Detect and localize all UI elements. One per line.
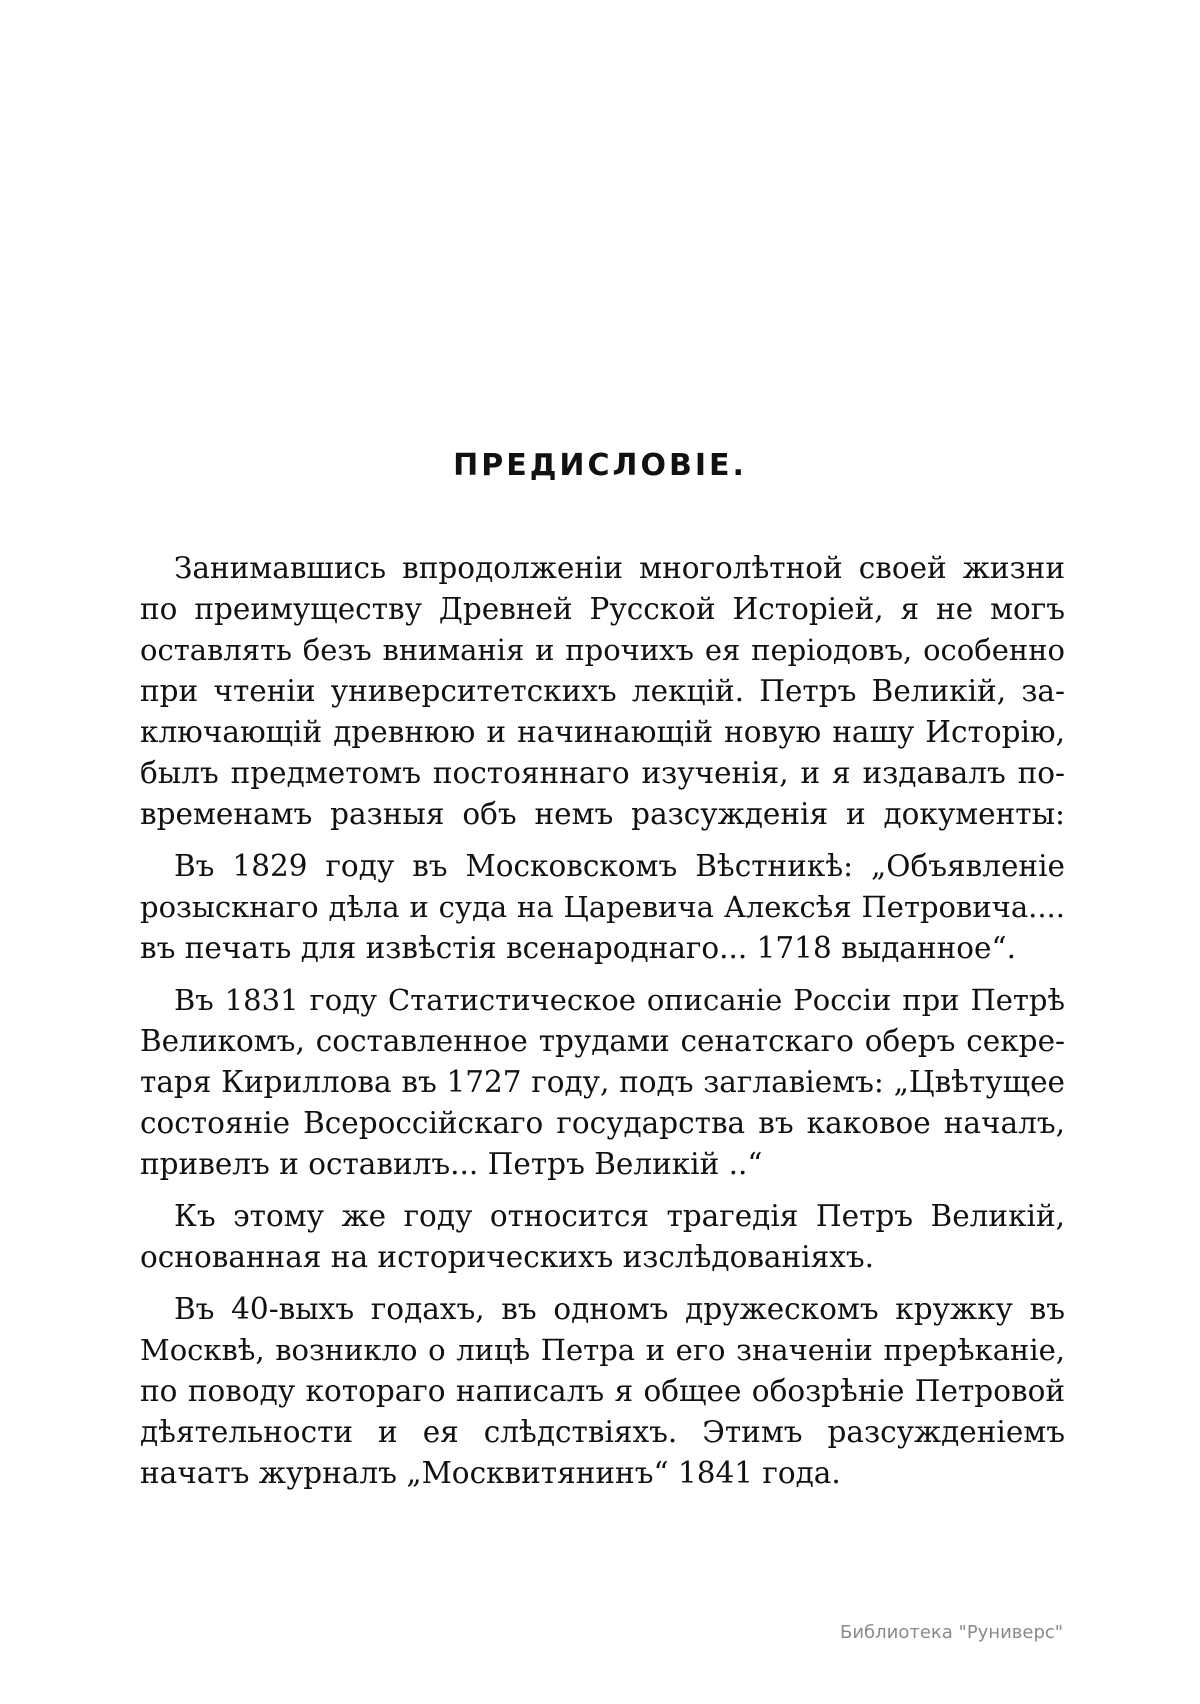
text-line: Въ 1829 году въ Московскомъ Вѣстникѣ: „Объявленіе: [174, 849, 1065, 883]
text-line: былъ предметомъ постояннаго изученія, и я издавалъ по-: [140, 756, 1065, 790]
text-line: оставлять безъ вниманія и прочихъ ея періодовъ, особенно: [140, 633, 1065, 667]
text-line: основанная на историческихъ изслѣдованіяхъ.: [140, 1240, 875, 1274]
text-line: состояніе Всероссійскаго государства въ каковое началъ,: [140, 1106, 1065, 1140]
text-line: привелъ и оставилъ... Петръ Великій ..“: [140, 1147, 763, 1181]
paragraph: [140, 548, 1065, 835]
paragraph: [140, 846, 1065, 969]
text-line: по поводу котораго написалъ я общее обозрѣніе Петровой: [140, 1374, 1065, 1408]
text-line: дѣятельности и ея слѣдствіяхъ. Этимъ разсужденіемъ: [140, 1415, 1065, 1449]
text-line: Въ 40-выхъ годахъ, въ одномъ дружескомъ кружку въ: [174, 1292, 1065, 1326]
text-line: розыскнаго дѣла и суда на Царевича Алексѣя Петровича....: [140, 890, 1065, 924]
text-line: Занимавшись впродолженіи многолѣтной своей жизни: [174, 551, 1065, 585]
paragraph-gap: [140, 1185, 1065, 1196]
paragraph-gap: [140, 969, 1065, 980]
text-line: временамъ разныя объ немъ разсужденія и документы:: [140, 797, 1065, 831]
text-line: въ печать для извѣстія всенароднаго... 1718 выданное“.: [140, 931, 1016, 965]
text-line: начатъ журналъ „Москвитянинъ“ 1841 года.: [140, 1456, 841, 1490]
page-title: ПРЕДИСЛОВІЕ.: [453, 448, 747, 483]
text-line: по преимуществу Древней Русской Исторіей, я не могъ: [140, 592, 1065, 626]
text-line: Къ этому же году относится трагедія Петръ Великій,: [174, 1199, 1065, 1233]
preface-body: [140, 548, 1065, 1494]
paragraph-gap: [140, 835, 1065, 846]
text-line: Въ 1831 году Статистическое описаніе Россіи при Петрѣ: [174, 983, 1065, 1017]
paragraph: [140, 1289, 1065, 1494]
text-line: при чтеніи университетскихъ лекцій. Петръ Великій, за-: [140, 674, 1065, 708]
text-line: Москвѣ, возникло о лицѣ Петра и его значеніи прерѣканіе,: [140, 1333, 1065, 1367]
text-line: ключающій древнюю и начинающій новую нашу Исторію,: [140, 715, 1065, 749]
library-watermark: Библиотека "Руниверс": [840, 1622, 1064, 1643]
text-line: таря Кириллова въ 1727 году, подъ заглавіемъ: „Цвѣтущее: [140, 1065, 1065, 1099]
text-line: Великомъ, составленное трудами сенатскаго оберъ секре-: [140, 1024, 1065, 1058]
paragraph-gap: [140, 1278, 1065, 1289]
paragraph: [140, 1196, 1065, 1278]
paragraph: [140, 980, 1065, 1185]
